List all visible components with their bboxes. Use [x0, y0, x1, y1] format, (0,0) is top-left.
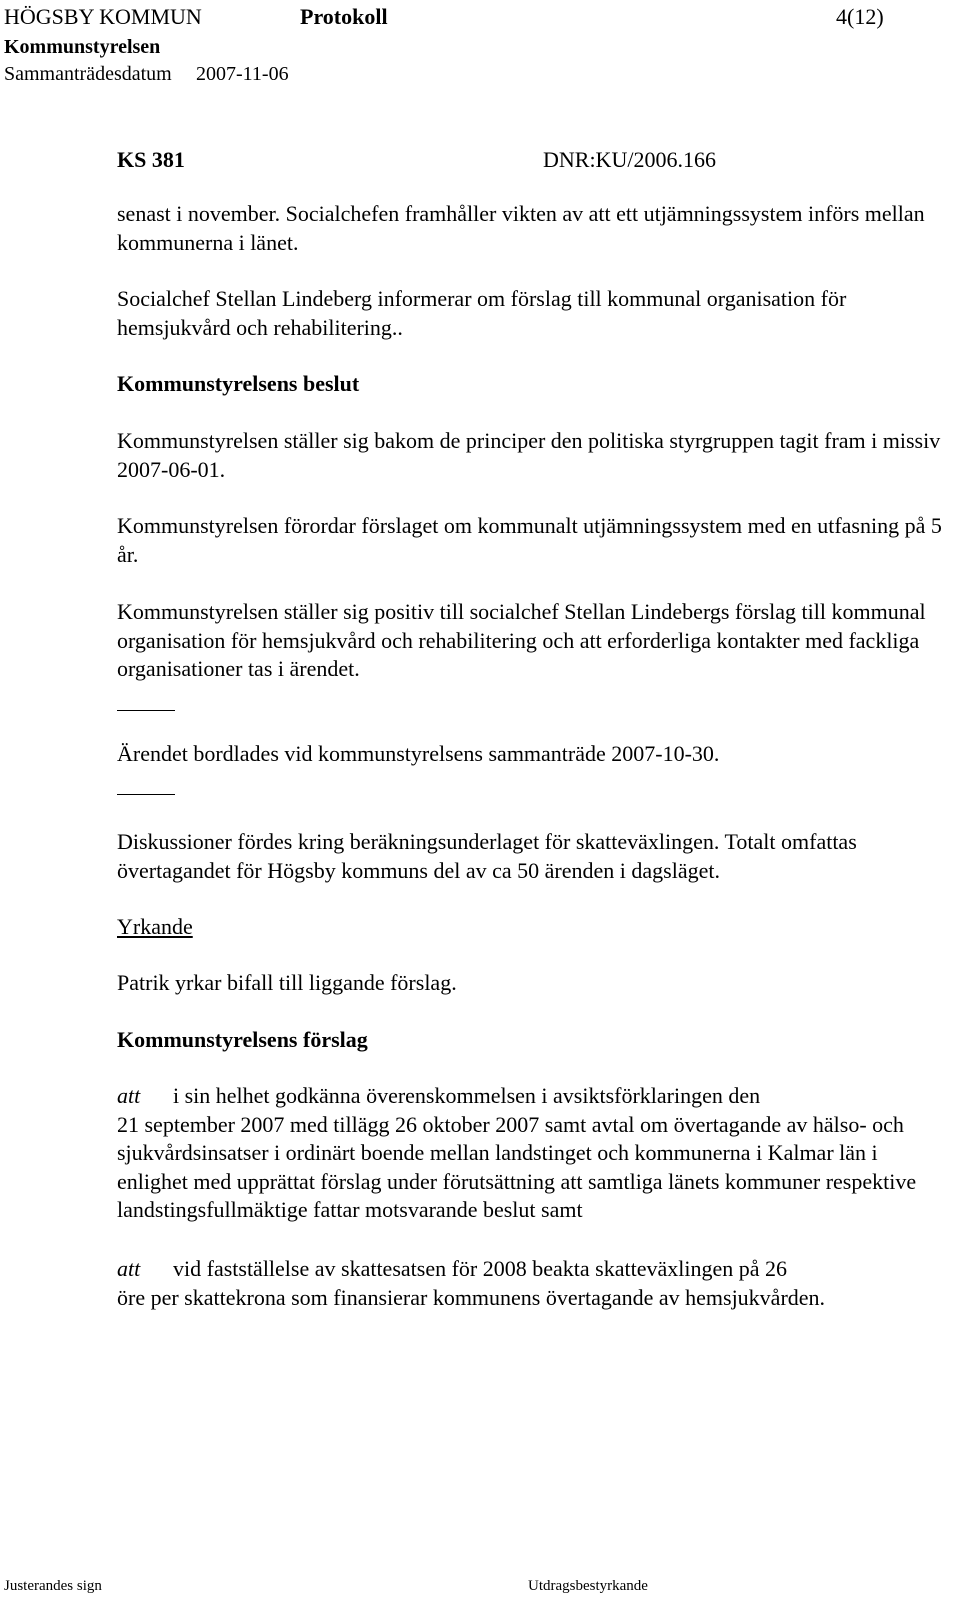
- organization-name: HÖGSBY KOMMUN: [4, 4, 202, 29]
- proposal-clause-1: [117, 1082, 947, 1225]
- clause-keyword: att: [117, 1083, 141, 1108]
- heading-motion: Yrkande: [117, 914, 193, 939]
- paragraph-decision-3: Kommunstyrelsen ställer sig positiv till socialchef Stellan Lindebergs förslag till kommunal organisation för hemsjukvård och rehabilitering och att erforderliga kontakter med fackliga organisationer tas i ärendet.: [117, 599, 926, 681]
- clause-keyword: att: [117, 1256, 141, 1281]
- document-type: Protokoll: [300, 4, 388, 29]
- paragraph-motion: Patrik yrkar bifall till liggande förslag.: [117, 970, 457, 995]
- heading-decision: Kommunstyrelsens beslut: [117, 371, 360, 396]
- paragraph-discussion: Diskussioner fördes kring beräkningsunderlaget för skatteväxlingen. Totalt omfattas övertagandet för Högsby kommuns del av ca 50 ärenden i dagsläget.: [117, 829, 857, 883]
- meeting-date: 2007-11-06: [196, 63, 289, 85]
- clause-1-continuation: 21 september 2007 med tillägg 26 oktober 2007 samt avtal om övertagande av hälso- och sjukvårdsinsatser i ordinärt boende mellan landstinget och kommunerna i Kalmar län i enlighet med upprättat förslag under förutsättning att samtliga länets kommuner respektive landstingsfullmäktige fattar motsvarande beslut samt: [117, 1111, 917, 1222]
- paragraph-information: Socialchef Stellan Lindeberg informerar om förslag till kommunal organisation för hemsjukvård och rehabilitering..: [117, 286, 847, 340]
- case-number: KS 381: [117, 147, 185, 172]
- clause-2-text: vid fastställelse av skattesatsen för 2008 beakta skatteväxlingen på 26: [173, 1256, 787, 1281]
- clause-2-first-line: [117, 1255, 947, 1284]
- clause-1-first-line: [117, 1082, 947, 1111]
- separator-rule: [117, 794, 175, 795]
- governing-body: Kommunstyrelsen: [4, 36, 161, 58]
- paragraph-tabled: Ärendet bordlades vid kommunstyrelsens sammanträde 2007-10-30.: [117, 741, 720, 766]
- meeting-date-label: Sammanträdesdatum: [4, 63, 172, 85]
- paragraph-decision-1: Kommunstyrelsen ställer sig bakom de principer den politiska styrgruppen tagit fram i missiv 2007-06-01.: [117, 428, 941, 482]
- separator-rule: [117, 710, 175, 711]
- footer-certification-label: Utdragsbestyrkande: [528, 1578, 648, 1594]
- footer-signature-label: Justerandes sign: [4, 1578, 102, 1594]
- paragraph-decision-2: Kommunstyrelsen förordar förslaget om kommunalt utjämningssystem med en utfasning på 5 år.: [117, 513, 942, 567]
- page-number: 4(12): [836, 4, 884, 29]
- heading-proposal: Kommunstyrelsens förslag: [117, 1027, 368, 1052]
- clause-1-text: i sin helhet godkänna överenskommelsen i avsiktsförklaringen den: [173, 1083, 761, 1108]
- diary-number: DNR:KU/2006.166: [543, 147, 716, 172]
- paragraph-continuation: senast i november. Socialchefen framhåller vikten av att ett utjämningssystem införs mellan kommunerna i länet.: [117, 201, 925, 255]
- proposal-clause-2: [117, 1255, 947, 1312]
- clause-2-continuation: öre per skattekrona som finansierar kommunens övertagande av hemsjukvården.: [117, 1284, 826, 1310]
